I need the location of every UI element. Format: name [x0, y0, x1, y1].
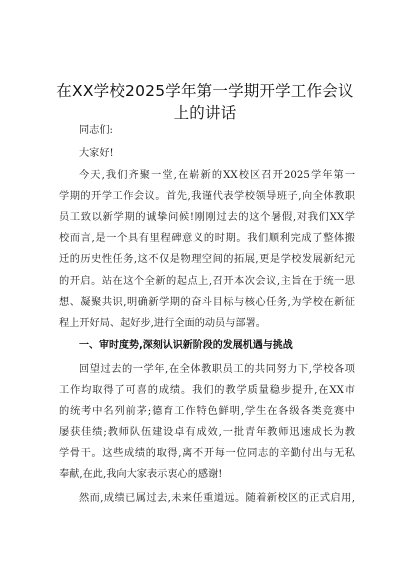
greeting: 大家好! [79, 148, 114, 159]
paragraph-line: 员工致以新学期的诚挚问候!刚刚过去的这个暑假,对我们XX学 [59, 212, 355, 223]
document-title-continued: 上的讲话 [173, 104, 237, 122]
paragraph-line: 工作均取得了可喜的成绩。我们的教学质量稳步提升,在XX市 [59, 385, 355, 396]
salutation: 同志们: [79, 125, 113, 136]
paragraph-line: 今天,我们齐聚一堂,在崭新的XX校区召开2025学年第一 [79, 170, 355, 181]
paragraph-line: 程上开好局、起好步,进行全面的动员与部署。 [59, 318, 266, 329]
paragraph-line: 迁的历史性任务,这不仅是物理空间的拓展,更是学校发展新纪元 [59, 254, 355, 265]
paragraph-line: 屡获佳绩;教师队伍建设卓有成效,一批青年教师迅速成长为教 [59, 427, 355, 438]
paragraph-line: 想、凝聚共识,明确新学期的奋斗目标与核心任务,为学校在新征 [59, 297, 355, 308]
paragraph-line: 学骨干。这些成绩的取得,离不开每一位同志的辛勤付出与无私 [59, 448, 355, 459]
paragraph-line: 回望过去的一学年,在全体教职员工的共同努力下,学校各项 [79, 364, 355, 375]
document-title: 在XX学校2025学年第一学期开学工作会议 [56, 82, 354, 100]
paragraph-line: 然而,成绩已属过去,未来任重道远。随着新校区的正式启用, [79, 493, 355, 504]
paragraph-line: 校而言,是一个具有里程碑意义的时期。我们顺利完成了整体搬 [59, 233, 355, 244]
paragraph-line: 的开启。站在这个全新的起点上,召开本次会议,主旨在于统一思 [59, 276, 355, 287]
paragraph-line: 奉献,在此,我向大家表示衷心的感谢! [59, 469, 223, 480]
paragraph-line: 的统考中名列前茅;德育工作特色鲜明,学生在各级各类竞赛中 [59, 406, 355, 417]
paragraph-line: 学期的开学工作会议。首先,我谨代表学校领导班子,向全体教职 [59, 191, 355, 202]
section-heading: 一、审时度势,深刻认识新阶段的发展机遇与挑战 [79, 340, 293, 351]
